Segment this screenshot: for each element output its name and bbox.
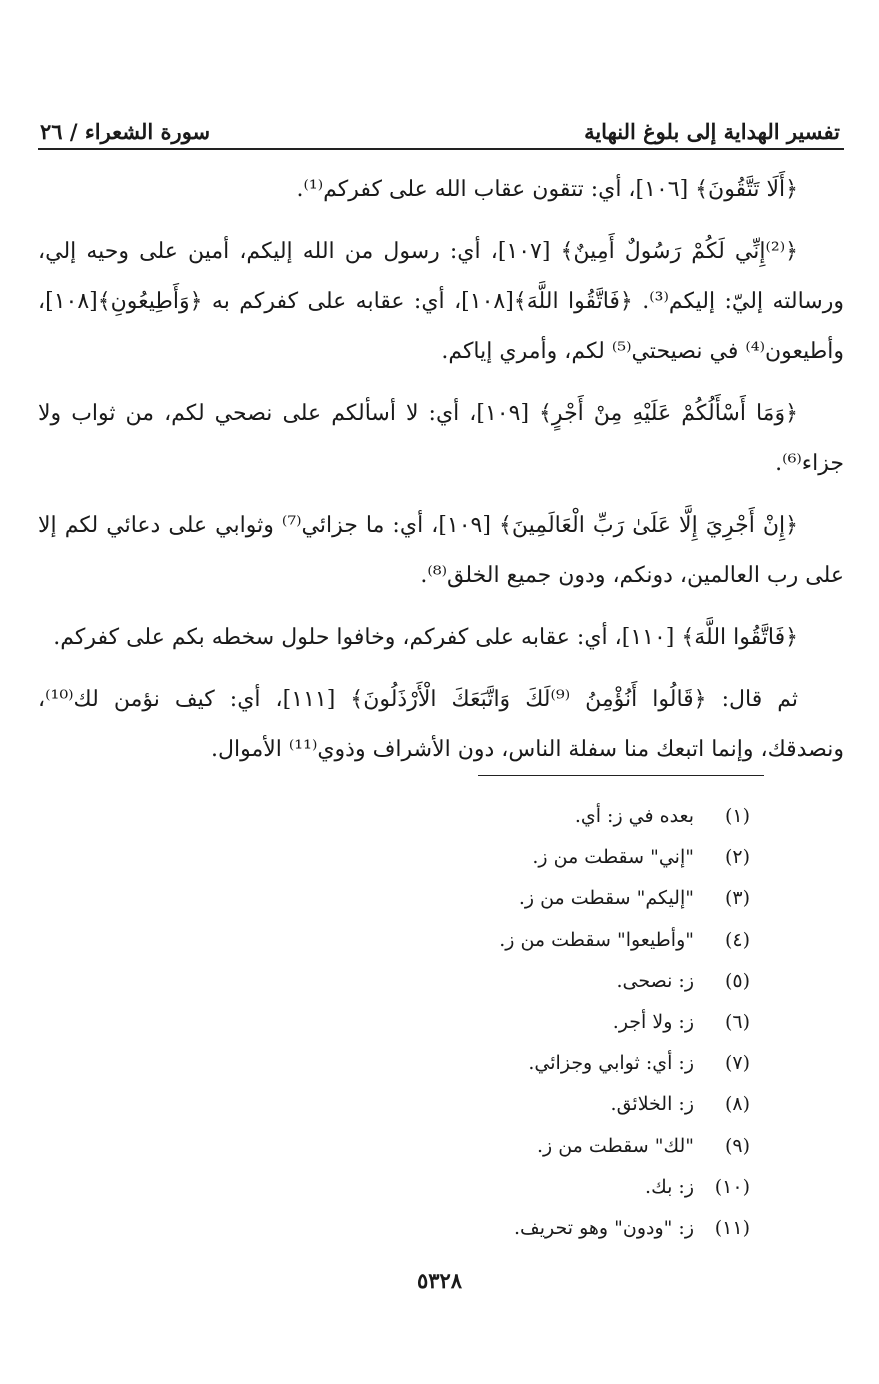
footnote-text: ز: ولا أجر.: [612, 1010, 694, 1033]
footnote-number: (٦): [724, 1010, 750, 1033]
paragraph: ثم قال: ﴿قَالُوا أَنُؤْمِنُ ⁽⁹⁾لَكَ وَاتَّبَعَكَ الْأَرْذَلُونَ﴾ [١١١]، أي: كيف نؤمن لك⁽¹⁰⁾، ونصدقك، وإنما اتبعك منا سفلة الناس، دون الأشراف وذوي⁽¹¹⁾ الأموال.: [38, 687, 844, 762]
book-title: تفسير الهداية إلى بلوغ النهاية: [584, 119, 840, 144]
footnote: [300, 878, 750, 919]
footnote-text: بعده في ز: أي.: [574, 805, 694, 827]
footnote-number: (١١): [714, 1216, 750, 1239]
footnote: [300, 1208, 750, 1249]
footnote-number: (٨): [724, 1093, 750, 1116]
footnote: [300, 796, 750, 837]
footnote-number: (٧): [724, 1052, 750, 1075]
footnote-text: ز: بك.: [645, 1175, 694, 1198]
footnote: [300, 1126, 750, 1167]
footnote-text: "وأطيعوا" سقطت من ز.: [499, 928, 694, 951]
footnote: [300, 961, 750, 1002]
footnote-text: ز: أي: ثوابي وجزائي.: [528, 1052, 694, 1075]
footnote-number: (٥): [724, 969, 750, 992]
footnote-number: (٢): [724, 846, 750, 869]
footnote: [300, 1002, 750, 1043]
footnote-number: (٩): [724, 1134, 750, 1157]
main-text: [38, 165, 844, 787]
surah-page-label: سورة الشعراء / ٢٦: [40, 119, 211, 144]
header-rule: [38, 148, 844, 150]
footnote: [300, 1043, 750, 1084]
footnote: [300, 1084, 750, 1125]
paragraph: ﴿⁽²⁾إِنِّي لَكُمْ رَسُولٌ أَمِينٌ﴾ [١٠٧]، أي: رسول من الله إليكم، أمين على وحيه إلي، ورسالته إليّ: إليكم⁽³⁾. ﴿فَاتَّقُوا اللَّهَ﴾[١٠٨]، أي: عقابه على كفركم به ﴿وَأَطِيعُونِ﴾[١٠٨]، وأطيعون⁽⁴⁾ في نصيحتي⁽⁵⁾ لكم، وأمري إياكم.: [38, 239, 844, 364]
footnote: [300, 920, 750, 961]
footnote-number: (٣): [724, 887, 750, 910]
paragraph: ﴿إِنْ أَجْرِيَ إِلَّا عَلَىٰ رَبِّ الْعَالَمِينَ﴾ [١٠٩]، أي: ما جزائي⁽⁷⁾ وثوابي على دعائي لكم إلا على رب العالمين، دونكم، ودون جميع الخلق⁽⁸⁾.: [38, 513, 844, 588]
footnote-text: "لك" سقطت من ز.: [536, 1134, 694, 1157]
page-number: ٥٣٢٨: [416, 1268, 463, 1293]
footnote-text: "إني" سقطت من ز.: [532, 846, 694, 869]
footnote: [300, 1167, 750, 1208]
footnote-number: (١): [724, 805, 750, 827]
footnotes: [300, 796, 750, 1249]
footnote-text: ز: نصحى.: [616, 969, 694, 992]
paragraph: ﴿أَلَا تَتَّقُونَ﴾ [١٠٦]، أي: تتقون عقاب الله على كفركم⁽¹⁾.: [296, 177, 798, 202]
footnote: [300, 837, 750, 878]
footnote-number: (٤): [724, 928, 750, 951]
footnote-text: "إليكم" سقطت من ز.: [518, 887, 694, 910]
running-header: [40, 100, 840, 144]
footnote-rule: [478, 775, 764, 776]
paragraph: ﴿فَاتَّقُوا اللَّهَ﴾ [١١٠]، أي: عقابه على كفركم، وخافوا حلول سخطه بكم على كفركم.: [53, 625, 798, 650]
footnote-text: ز: الخلائق.: [610, 1093, 694, 1116]
footnote-text: ز: "ودون" وهو تحريف.: [514, 1216, 694, 1239]
paragraph: ﴿وَمَا أَسْأَلُكُمْ عَلَيْهِ مِنْ أَجْرٍ﴾ [١٠٩]، أي: لا أسألكم على نصحي لكم، من ثواب ولا جزاء⁽⁶⁾.: [38, 401, 844, 476]
footnote-number: (١٠): [714, 1175, 750, 1198]
